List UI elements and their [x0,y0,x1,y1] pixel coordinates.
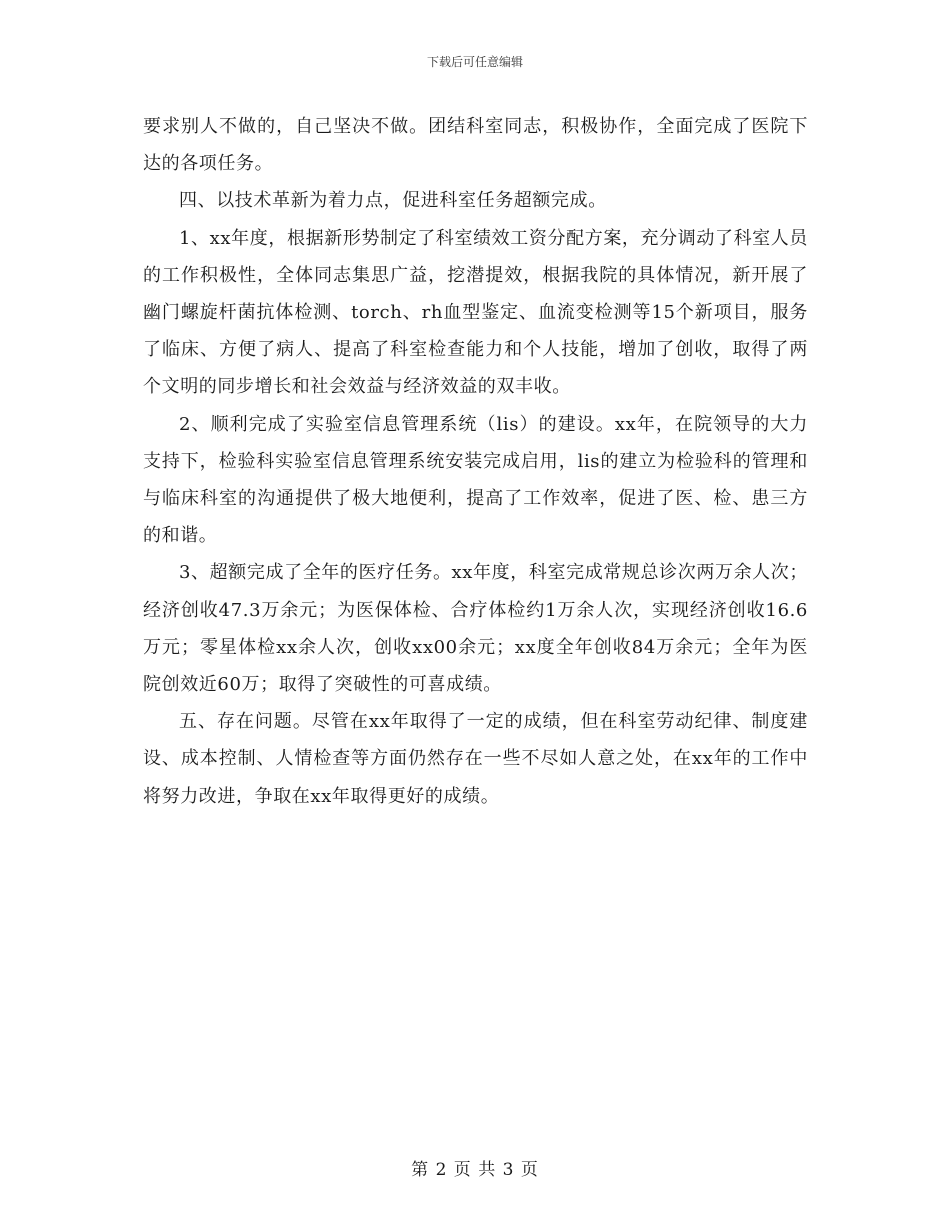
paragraph-item-three: 3、超额完成了全年的医疗任务。xx年度，科室完成常规总诊次两万余人次；经济创收47.3万余元；为医保体检、合疗体检约1万余人次，实现经济创收16.6万元；零星体检xx余人次，创收xx00余元；xx度全年创收84万余元；全年为医院创效近60万；取得了突破性的可喜成绩。 [143,562,808,696]
paragraph-item-one: 1、xx年度，根据新形势制定了科室绩效工资分配方案，充分调动了科室人员的工作积极性，全体同志集思广益，挖潜提效，根据我院的具体情况，新开展了幽门螺旋杆菌抗体检测、torch、rh血型鉴定、血流变检测等15个新项目，服务了临床、方便了病人、提高了科室检查能力和个人技能，增加了创收，取得了两个文明的同步增长和社会效益与经济效益的双丰收。 [143,227,808,398]
paragraph-section-five: 五、存在问题。尽管在xx年取得了一定的成绩，但在科室劳动纪律、制度建设、成本控制、人情检查等方面仍然存在一些不尽如人意之处，在xx年的工作中将努力改进，争取在xx年取得更好的成绩。 [143,711,808,807]
document-body [143,108,808,815]
paragraph-continuation: 要求别人不做的，自己坚决不做。团结科室同志，积极协作，全面完成了医院下达的各项任务。 [143,116,808,175]
page-number-footer: 第 2 页 共 3 页 [411,1160,539,1180]
paragraph-section-four-heading: 四、以技术革新为着力点，促进科室任务超额完成。 [179,190,607,212]
page-header: 下载后可任意编辑 [426,55,523,69]
paragraph-item-two: 2、顺利完成了实验室信息管理系统（lis）的建设。xx年，在院领导的大力支持下，检验科实验室信息管理系统安装完成启用，lis的建立为检验科的管理和与临床科室的沟通提供了极大地便利，提高了工作效率，促进了医、检、患三方的和谐。 [143,413,808,547]
